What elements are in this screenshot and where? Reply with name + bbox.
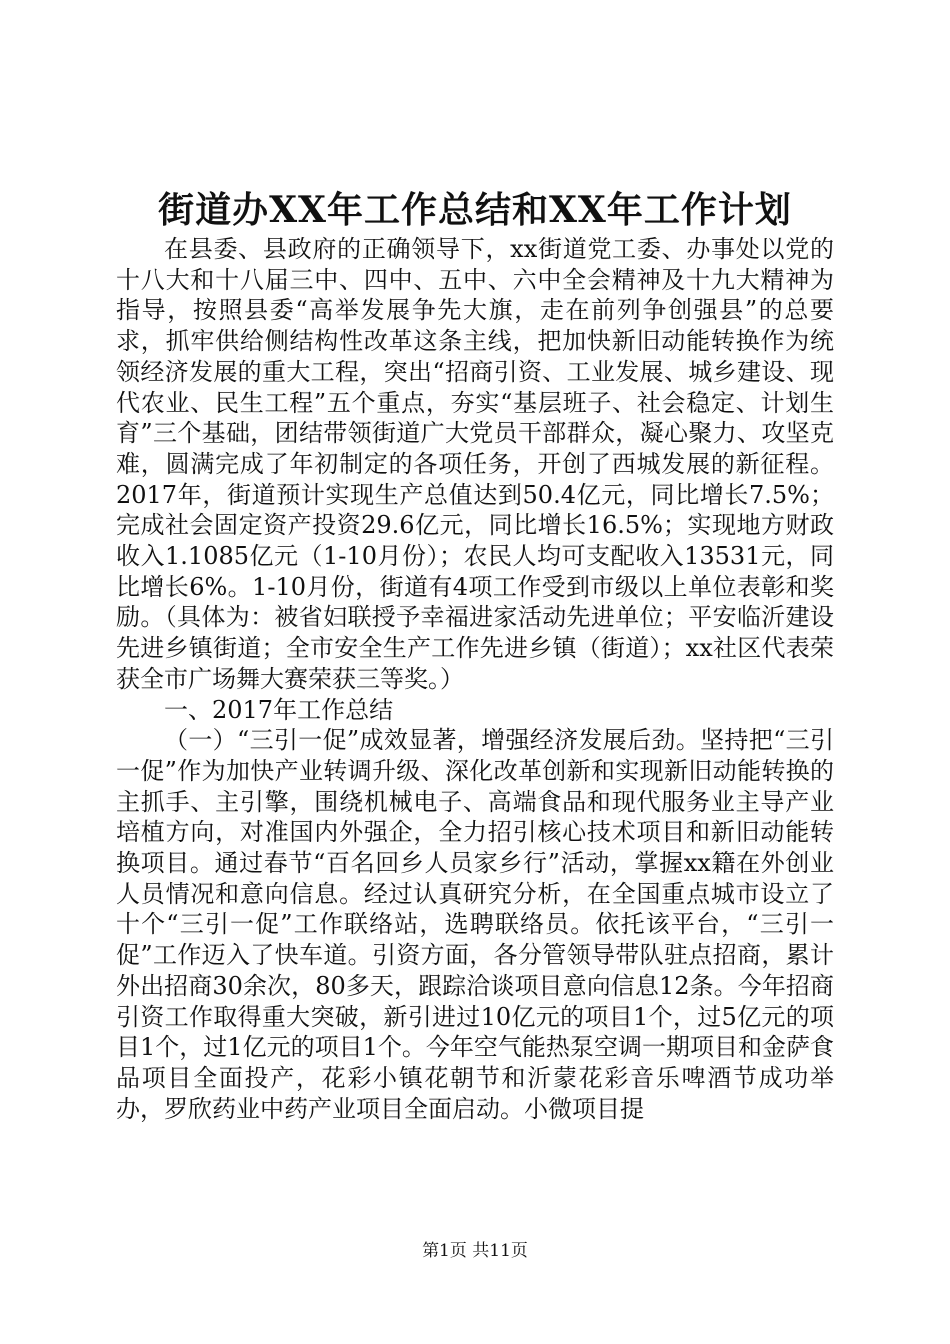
document-title: 街道办XX年工作总结和XX年工作计划	[158, 189, 792, 231]
section-heading: 一、2017年工作总结	[164, 695, 394, 724]
paragraph-intro: 在县委、县政府的正确领导下，xx街道党工委、办事处以党的十八大和十八届三中、四中、五中、六中全会精神及十九大精神为指导，按照县委“高举发展争先大旗，走在前列争创强县”的总要求，抓牢供给侧结构性改革这条主线，把加快新旧动能转换作为统领经济发展的重大工程，突出“招商引资、工业发展、城乡建设、现代农业、民生工程”五个重点，夯实“基层班子、社会稳定、计划生育”三个基础，团结带领街道广大党员干部群众，凝心聚力、攻坚克难，圆满完成了年初制定的各项任务，开创了西城发展的新征程。2017年，街道预计实现生产总值达到50.4亿元，同比增长7.5%；完成社会固定资产投资29.6亿元，同比增长16.5%；实现地方财政收入1.1085亿元（1-10月份）；农民人均可支配收入13531元，同比增长6%。1-10月份，街道有4项工作受到市级以上单位表彰和奖励。（具体为：被省妇联授予幸福进家活动先进单位；平安临沂建设先进乡镇街道；全市安全生产工作先进乡镇（街道）；xx社区代表荣获全市广场舞大赛荣获三等奖。）	[116, 235, 834, 693]
document-body	[116, 234, 834, 1124]
page-footer: 第1页 共11页	[422, 1241, 528, 1261]
paragraph-section-1: （一）“三引一促”成效显著，增强经济发展后劲。坚持把“三引一促”作为加快产业转调升级、深化改革创新和实现新旧动能转换的主抓手、主引擎，围绕机械电子、高端食品和现代服务业主导产业培植方向，对准国内外强企，全力招引核心技术项目和新旧动能转换项目。通过春节“百名回乡人员家乡行”活动，掌握xx籍在外创业人员情况和意向信息。经过认真研究分析，在全国重点城市设立了十个“三引一促”工作联络站，选聘联络员。依托该平台，“三引一促”工作迈入了快车道。引资方面，各分管领导带队驻点招商，累计外出招商30余次，80多天，跟踪洽谈项目意向信息12条。今年招商引资工作取得重大突破，新引进过10亿元的项目1个，过5亿元的项目1个，过1亿元的项目1个。今年空气能热泵空调一期项目和金萨食品项目全面投产，花彩小镇花朝节和沂蒙花彩音乐啤酒节成功举办，罗欣药业中药产业项目全面启动。小微项目提	[116, 726, 834, 1123]
